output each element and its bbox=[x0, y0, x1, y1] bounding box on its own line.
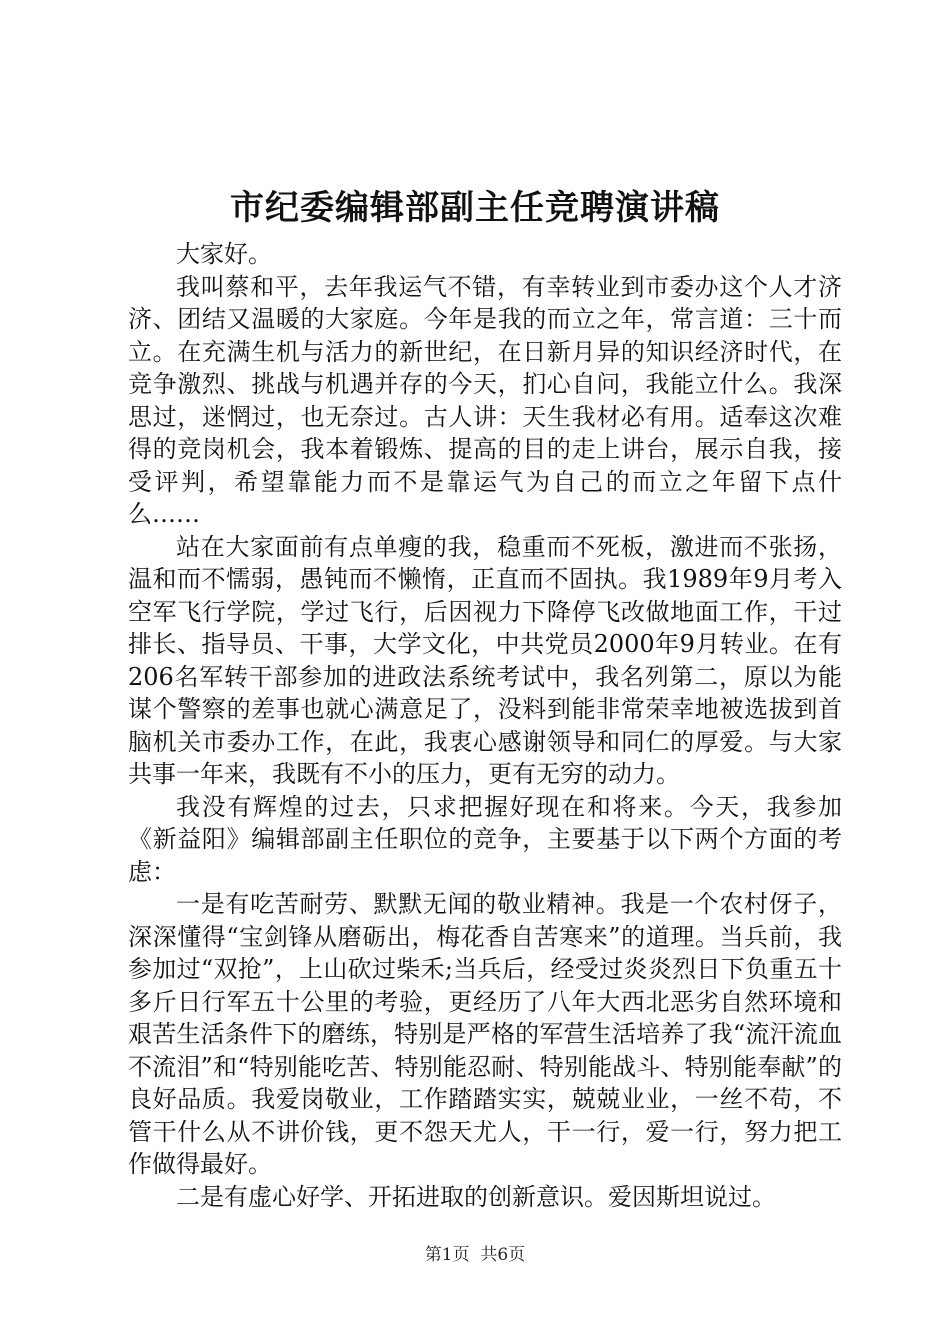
paragraph-background: 站在大家面前有点单瘦的我，稳重而不死板，激进而不张扬，温和而不懦弱，愚钝而不懒惰，正直而不固执。我1989年9月考入空军飞行学院，学过飞行，后因视力下降停飞改做地面工作，干过排长、指导员、干事，大学文化，中共党员2000年9月转业。在有206名军转干部参加的进政法系统考试中，我名列第二，原以为能谋个警察的差事也就心满意足了，没料到能非常荣幸地被选拔到首脑机关市委办工作，在此，我衷心感谢领导和同仁的厚爱。与大家共事一年来，我既有不小的压力，更有无穷的动力。 bbox=[128, 532, 842, 788]
document-title: 市纪委编辑部副主任竞聘演讲稿 bbox=[230, 188, 720, 228]
paragraph-introduction: 我叫蔡和平，去年我运气不错，有幸转业到市委办这个人才济济、团结又温暖的大家庭。今年是我的而立之年，常言道：三十而立。在充满生机与活力的新世纪，在日新月异的知识经济时代，在竞争激烈、挑战与机遇并存的今天，扪心自问，我能立什么。我深思过，迷惘过，也无奈过。古人讲：天生我材必有用。适奉这次难得的竞岗机会，我本着锻炼、提高的目的走上讲台，展示自我，接受评判，希望靠能力而不是靠运气为自己的而立之年留下点什么…… bbox=[128, 272, 842, 528]
paragraph-greeting: 大家好。 bbox=[176, 240, 272, 268]
paragraph-point-two: 二是有虚心好学、开拓进取的创新意识。爱因斯坦说过。 bbox=[176, 1182, 776, 1211]
page-number: 第1页 bbox=[424, 1245, 470, 1265]
paragraph-point-one: 一是有吃苦耐劳、默默无闻的敬业精神。我是一个农村伢子，深深懂得“宝剑锋从磨砺出，梅花香自苦寒来”的道理。当兵前，我参加过“双抢”，上山砍过柴禾;当兵后，经受过炎炎烈日下负重五十多斤日行军五十公里的考验，更经历了八年大西北恶劣自然环境和艰苦生活条件下的磨练，特别是严格的军营生活培养了我“流汗流血不流泪”和“特别能吃苦、特别能忍耐、特别能战斗、特别能奉献”的良好品质。我爱岗敬业，工作踏踏实实，兢兢业业，一丝不苟，不管干什么从不讲价钱，更不怨天尤人，干一行，爱一行，努力把工作做得最好。 bbox=[128, 890, 842, 1178]
page-total: 共6页 bbox=[480, 1245, 526, 1265]
document-body bbox=[128, 238, 842, 1213]
paragraph-motivation: 我没有辉煌的过去，只求把握好现在和将来。今天，我参加《新益阳》编辑部副主任职位的竞争，主要基于以下两个方面的考虑： bbox=[128, 792, 842, 886]
page-footer bbox=[0, 1243, 950, 1267]
